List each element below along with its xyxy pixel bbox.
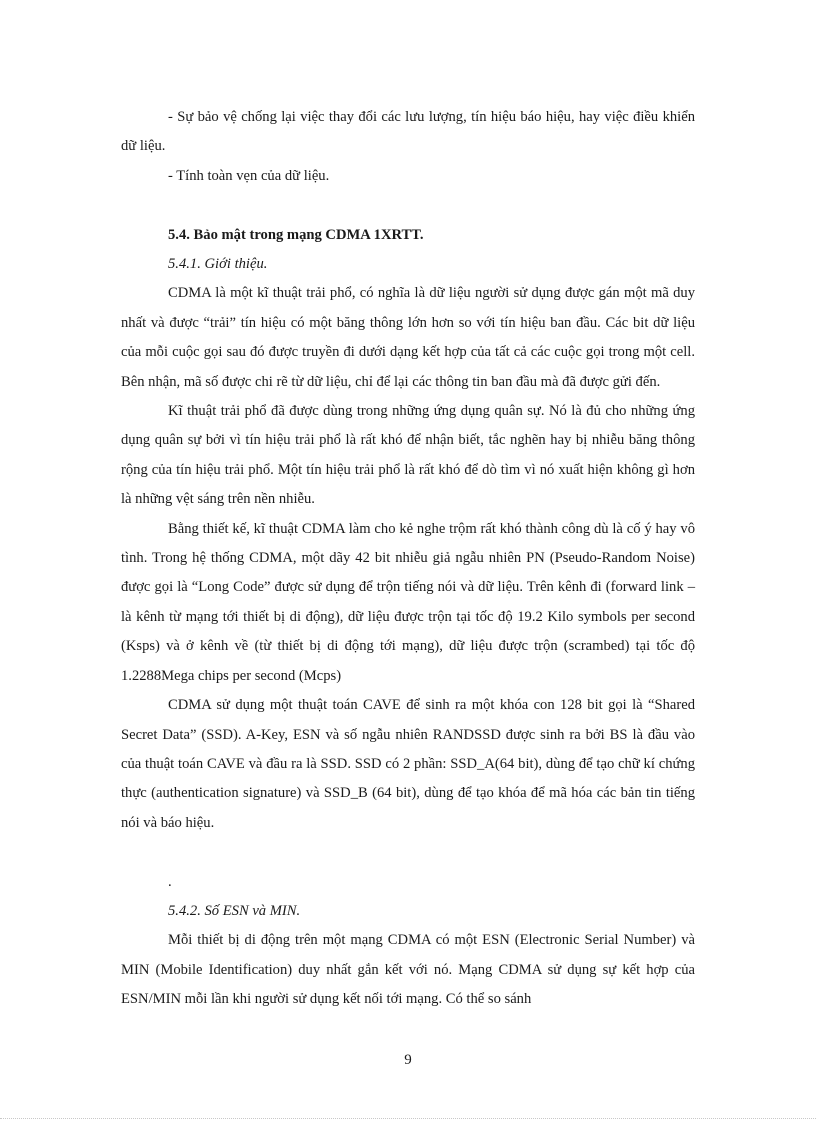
subsection-heading-intro: 5.4.1. Giới thiệu.	[168, 256, 268, 273]
subsection-heading-esn-min: 5.4.2. Số ESN và MIN.	[168, 902, 301, 919]
section-heading: 5.4. Bảo mật trong mạng CDMA 1XRTT.	[168, 226, 424, 243]
paragraph: Bằng thiết kế, kĩ thuật CDMA làm cho kẻ nghe trộm rất khó thành công dù là cố ý hay vô tình. Trong hệ thống CDMA, một dãy 42 bit nhiễu giả ngẫu nhiên PN (Pseudo-Random Noise) được gọi là “Long Code” được sử dụng để trộn tiếng nói và dữ liệu. Trên kênh đi (forward link – là kênh từ mạng tới thiết bị di động), dữ liệu được trộn tại tốc độ 19.2 Kilo symbols per second (Ksps) và ở kênh về (từ thiết bị di động tới mạng), dữ liệu được trộn (scrambed) tại tốc độ 1.2288Mega chips per second (Mcps)	[121, 520, 695, 684]
paragraph: Kĩ thuật trải phổ đã được dùng trong những ứng dụng quân sự. Nó là đủ cho những ứng dụng quân sự bởi vì tín hiệu trải phổ là rất khó để nhận biết, tắc nghẽn hay bị nhiễu băng thông rộng của tín hiệu trải phổ. Một tín hiệu trải phổ là rất khó để dò tìm vì nó xuất hiện không gì hơn là những vệt sáng trên nền nhiễu.	[121, 403, 695, 508]
spacer	[121, 191, 695, 220]
page-body	[121, 103, 695, 1015]
page-bottom-edge	[0, 1118, 816, 1119]
paragraph: CDMA sử dụng một thuật toán CAVE để sinh ra một khóa con 128 bit gọi là “Shared Secret Data” (SSD). A-Key, ESN và số ngẫu nhiên RANDSSD được sinh ra bởi BS là đầu vào của thuật toán CAVE và đầu ra là SSD. SSD có 2 phần: SSD_A(64 bit), dùng để tạo chữ kí chứng thực (authentication signature) và SSD_B (64 bit), dùng để tạo khóa để mã hóa các bản tin tiếng nói và báo hiệu.	[121, 697, 695, 831]
paragraph: Mỗi thiết bị di động trên một mạng CDMA có một ESN (Electronic Serial Number) và MIN (Mobile Identification) duy nhất gắn kết với nó. Mạng CDMA sử dụng sự kết hợp của ESN/MIN mỗi lần khi người sử dụng kết nối tới mạng. Có thể so sánh	[121, 932, 695, 1008]
stray-dot: .	[168, 873, 172, 890]
list-item-protection: - Sự bảo vệ chống lại việc thay đổi các lưu lượng, tín hiệu báo hiệu, hay việc điều khiển dữ liệu.	[121, 109, 695, 155]
page-number: 9	[404, 1052, 412, 1068]
paragraph: CDMA là một kĩ thuật trải phổ, có nghĩa là dữ liệu người sử dụng được gán một mã duy nhất và được “trải” tín hiệu có một băng thông lớn hơn so với tín hiệu ban đầu. Các bit dữ liệu của mỗi cuộc gọi sau đó được truyền đi dưới dạng kết hợp của tất cả các cuộc gọi trong một cell. Bên nhận, mã số được chi rẽ từ dữ liệu, chỉ để lại các thông tin ban đầu mà đã được gửi đến.	[121, 285, 695, 390]
list-item-integrity: - Tính toàn vẹn của dữ liệu.	[168, 167, 330, 184]
spacer	[121, 838, 695, 867]
